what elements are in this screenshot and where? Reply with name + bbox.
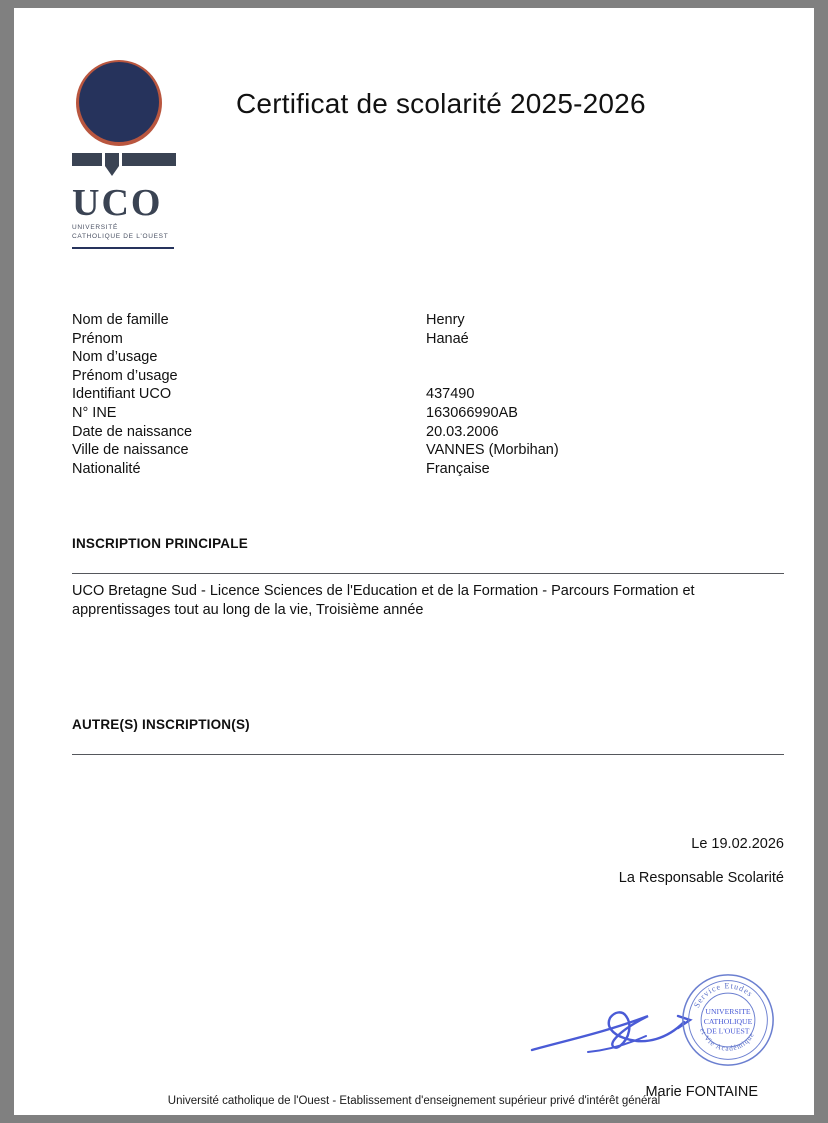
identity-table [72,311,762,478]
logo-wordmark: UCO [72,182,163,224]
page-title: Certificat de scolarité 2025-2026 [236,88,646,119]
field-label: Prénom [72,330,123,347]
certificate-page [14,8,814,1115]
table-row [72,441,762,460]
table-row [72,423,762,442]
table-row [72,330,762,349]
signature-role: La Responsable Scolarité [618,870,784,886]
svg-text:Service Etudes: Service Etudes [692,981,755,1010]
field-label: Nom de famille [72,312,169,328]
table-row [72,460,762,479]
field-label: Nom d’usage [72,349,158,366]
logo-bar-left-icon [72,153,102,166]
section-divider [72,754,784,755]
table-row [72,311,762,330]
signature-block [72,834,784,1100]
logo-disc-inner-icon [79,62,159,142]
field-value: Française [426,460,490,477]
signature-date: Le 19.02.2026 [691,836,784,852]
field-value: VANNES (Morbihan) [426,442,559,459]
field-value: 163066990AB [426,404,518,421]
section-body: UCO Bretagne Sud - Licence Sciences de l'Education et de la Formation - Parcours Formation et apprentissages tout au long de la vie, Troisième année [72,583,695,618]
logo-underline [72,247,174,249]
field-value: Henry [426,312,465,328]
section-inscription-principale [72,536,784,620]
field-value [426,348,762,367]
signatory-name: Marie FONTAINE [645,1084,758,1100]
field-label: Identifiant UCO [72,386,172,403]
section-title: AUTRE(S) INSCRIPTION(S) [72,717,250,732]
logo-bar-right-icon [122,153,176,166]
table-row [72,348,762,367]
svg-text:CATHOLIQUE: CATHOLIQUE [703,1016,753,1026]
field-label: Prénom d’usage [72,367,178,384]
field-value [426,367,762,386]
field-label: Ville de naissance [72,442,189,459]
logo-notch-icon [105,166,119,176]
table-row [72,385,762,404]
field-value: 437490 [426,386,475,403]
field-value: Hanaé [426,330,469,347]
uco-logo [72,60,187,249]
field-label: Nationalité [72,460,141,477]
svg-text:UNIVERSITE: UNIVERSITE [705,1007,751,1017]
field-label: Date de naissance [72,423,193,440]
logo-bars-icon [72,153,176,181]
section-divider [72,573,784,574]
signature-graphic [72,888,784,1100]
official-stamp-icon [680,972,776,1068]
document-header [14,8,814,278]
logo-disc-icon [76,60,162,146]
field-label: N° INE [72,404,117,421]
section-title: INSCRIPTION PRINCIPALE [72,536,248,551]
logo-subtitle-line2: CATHOLIQUE DE L'OUEST [72,233,169,240]
svg-text:DE L'OUEST: DE L'OUEST [706,1026,750,1036]
section-autres-inscriptions [72,717,784,763]
table-row [72,404,762,423]
svg-text:et Vie Académique: et Vie Académique [698,1027,757,1053]
page-footer: Université catholique de l'Ouest - Etablissement d'enseignement supérieur privé d'intérêt général [167,1095,661,1107]
field-value: 20.03.2006 [426,423,499,440]
table-row [72,367,762,386]
logo-subtitle-line1: UNIVERSITÉ [72,224,119,231]
logo-bar-middle-icon [105,153,119,166]
